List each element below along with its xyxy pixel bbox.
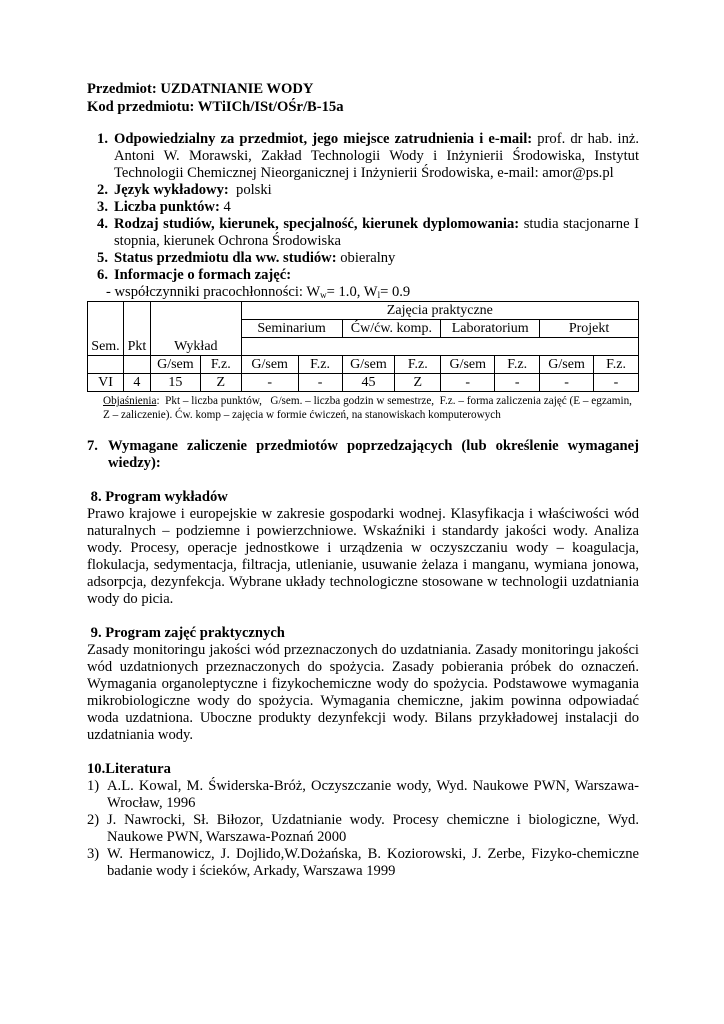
item-value: obieralny — [336, 250, 396, 266]
item-label: Status przedmiotu dla ww. studiów: — [114, 250, 337, 266]
table-cell: G/sem — [441, 356, 495, 374]
table-cell: - — [441, 374, 495, 392]
table-cell: F.z. — [495, 356, 540, 374]
projekt-header: Projekt — [540, 320, 639, 338]
section-8 — [87, 489, 639, 608]
table-cell: - — [298, 374, 342, 392]
table-cell: G/sem — [540, 356, 594, 374]
item-value: studia stacjonarne I stopnia, kierunek Ochrona Środowiska — [114, 216, 639, 249]
section-10 — [87, 761, 639, 880]
list-item: 1) A.L. Kowal, M. Świderska-Bróż, Oczyszczanie wody, Wyd. Naukowe PWN, Warszawa-Wrocław, 1996 — [87, 778, 639, 811]
table-cell: VI — [88, 374, 124, 392]
seminarium-header: Seminarium — [241, 320, 342, 338]
item-value: 4 — [219, 199, 231, 215]
document-page — [87, 81, 639, 880]
table-cell: - — [241, 374, 298, 392]
table-note: Objaśnienia: Pkt – liczba punktów, G/sem. – liczba godzin w semestrze, F.z. – forma zaliczenia zajęć (E – egzamin, Z – zaliczenie). Ćw. komp – zajęcia w formie ćwiczeń, na stanowiskach komputerowych — [103, 395, 635, 421]
table-cell: - — [594, 374, 639, 392]
section-10-title: 10.Literatura — [87, 761, 171, 777]
table-cell: F.z. — [594, 356, 639, 374]
table-cell: F.z. — [298, 356, 342, 374]
section-7-text: Wymagane zaliczenie przedmiotów poprzedzających (lub określenie wymaganej wiedzy): — [108, 438, 639, 471]
section-9-text: Zasady monitoringu jakości wód przeznaczonych do uzdatniania. Zasady monitoringu jakości wód uzdatnionych przeznaczonych do spożycia. Zasady pobierania próbek do oznaczeń. Wymagania organoleptyczne i fizykochemiczne wody do spożycia. Podstawowe wymagania mikrobiologiczne wody do spożycia. Wymagania chemiczne, jakim powinna odpowiadać woda uzdatniona. Uboczne produkty dezynfekcji wody. Bilans przykładowej instalacji do uzdatniania wody. — [87, 642, 639, 743]
pkt-label: Pkt — [123, 338, 150, 356]
table-cell: 15 — [150, 374, 200, 392]
practical-header: Zajęcia praktyczne — [241, 302, 638, 320]
item-label: Liczba punktów: — [114, 199, 220, 215]
table-cell: G/sem — [342, 356, 395, 374]
table-cell: Z — [395, 374, 441, 392]
table-cell: F.z. — [200, 356, 241, 374]
forms-table — [87, 301, 639, 392]
item-value: polski — [228, 182, 272, 198]
table-header-row — [88, 302, 639, 320]
list-item: 2. Język wykładowy: polski — [97, 182, 272, 198]
item-label: Rodzaj studiów, kierunek, specjalność, kierunek dyplomowania: — [114, 216, 520, 232]
table-cell: F.z. — [395, 356, 441, 374]
table-cell: Z — [200, 374, 241, 392]
list-item: 3) W. Hermanowicz, J. Dojlido,W.Dożańska, B. Koziorowski, J. Zerbe, Fizyko-chemiczne badanie wody i ścieków, Arkady, Warszawa 1999 — [87, 846, 639, 879]
wyklad-label: Wykład — [150, 338, 241, 356]
subject-code: Kod przedmiotu: WTiICh/ISt/OŚr/B-15a — [87, 99, 344, 115]
item-label: Odpowiedzialny za przedmiot, jego miejsce zatrudnienia i e-mail: — [114, 131, 533, 147]
section-8-title: 8. Program wykładów — [87, 489, 228, 505]
table-cell: G/sem — [150, 356, 200, 374]
table-subheader-row — [88, 338, 639, 356]
pkt-header — [123, 302, 150, 338]
section-9-title: 9. Program zajęć praktycznych — [87, 625, 285, 641]
coefficients-line: - współczynniki pracochłonności: $W_w= 1.0$, $W_l= 0.9$ — [106, 284, 411, 300]
table-cell: G/sem — [241, 356, 298, 374]
list-item: 3. Liczba punktów: 4 — [97, 199, 231, 215]
table-row — [88, 374, 639, 392]
section-8-text: Prawo krajowe i europejskie w zakresie gospodarki wodnej. Klasyfikacja i właściwości wód naturalnych – podziemne i powierzchniowe. Wskaźniki i standardy jakości wody. Analiza wody. Procesy, operacje jednostkowe i urządzenia w oczyszczaniu wody – koagulacja, flokulacja, sedymentacja, filtracja, utlenianie, usuwanie żelaza i manganu, wymiana jonowa, adsorpcja, dezynfekcja. Wybrane układy technologiczne stosowane w technologii uzdatniania wody do picia. — [87, 506, 639, 607]
section-7: 7. Wymagane zaliczenie przedmiotów poprzedzających (lub określenie wymaganej wiedzy): — [87, 438, 639, 471]
laboratorium-header: Laboratorium — [441, 320, 540, 338]
cwiczenia-header: Ćw/ćw. komp. — [342, 320, 441, 338]
table-cell: - — [495, 374, 540, 392]
section-9 — [87, 625, 639, 744]
item-value: prof. dr hab. inż. Antoni W. Morawski, Zakład Technologii Wody i Inżynierii Środowiska, Instytut Technologii Chemicznej Nieorganicznej i Inżynierii Środowiska, e-mail: amor@ps.pl — [114, 131, 639, 181]
info-list — [87, 131, 639, 301]
list-item: 5. Status przedmiotu dla ww. studiów: obieralny — [97, 250, 396, 266]
table-cell: 4 — [123, 374, 150, 392]
item-label: Informacje o formach zajęć: — [114, 267, 292, 283]
subject-title: Przedmiot: UZDATNIANIE WODY — [87, 81, 314, 97]
list-item: 1. Odpowiedzialny za przedmiot, jego miejsce zatrudnienia i e-mail: prof. dr hab. inż. Antoni W. Morawski, Zakład Technologii Wody i Inżynierii Środowiska, Instytut Technologii Chemicznej Nieorganicznej i Inżynierii Środowiska, e-mail: amor@ps.pl — [97, 131, 639, 181]
sem-label: Sem. — [88, 338, 124, 356]
item-label: Język wykładowy: — [114, 182, 229, 198]
list-item: 6. Informacje o formach zajęć: — [97, 267, 292, 283]
table-cell: - — [540, 374, 594, 392]
list-item: 4. Rodzaj studiów, kierunek, specjalność, kierunek dyplomowania: studia stacjonarne I stopnia, kierunek Ochrona Środowiska — [97, 216, 639, 249]
wyklad-header-blank — [150, 302, 241, 338]
table-subheader-row — [88, 356, 639, 374]
sem-header — [88, 302, 124, 338]
list-item: 2) J. Nawrocki, Sł. Biłozor, Uzdatnianie wody. Procesy chemiczne i biologiczne, Wyd. Naukowe PWN, Warszawa-Poznań 2000 — [87, 812, 639, 845]
table-cell: 45 — [342, 374, 395, 392]
